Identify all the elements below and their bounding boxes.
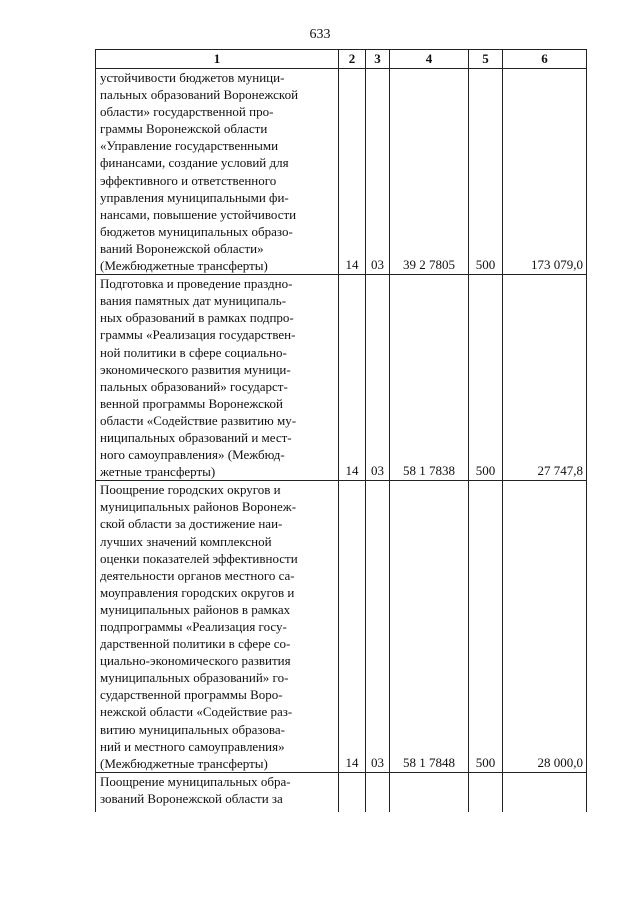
row-description (96, 481, 339, 773)
description-line: нансами, повышение устойчивости (100, 206, 297, 222)
expense-type-code (469, 772, 503, 812)
description-line: управления муниципальными фи- (100, 189, 289, 205)
row-description (96, 275, 339, 481)
description-line: ных образований в рамках подпро- (100, 310, 294, 326)
description-line: пальных образований Воронежской (100, 87, 299, 103)
subsection-code (366, 772, 390, 812)
description-line: муниципальных образований» го- (100, 670, 289, 686)
description-line: (Межбюджетные трансферты) (100, 755, 268, 771)
description-line: ниципальных образований и мест- (100, 429, 292, 445)
description-line: Подготовка и проведение праздно- (100, 276, 293, 292)
description-line: области «Содействие развитию му- (100, 412, 297, 428)
description-line: подпрограммы «Реализация госу- (100, 619, 287, 634)
amount-value (503, 772, 587, 812)
description-line: «Управление государственными (100, 138, 279, 154)
amount-value: 28 000,0 (503, 481, 587, 773)
description-line: устойчивости бюджетов муници- (100, 70, 285, 85)
target-article-code: 39 2 7805 (390, 69, 469, 275)
subsection-code: 03 (366, 481, 390, 773)
description-line: ваний Воронежской области» (100, 240, 264, 256)
description-line: деятельности органов местного са- (100, 567, 295, 583)
section-code (339, 772, 366, 812)
header-row (96, 50, 587, 69)
header-col-2: 2 (339, 50, 366, 69)
description-line: нежской области «Содействие раз- (100, 704, 293, 720)
description-line: экономического развития муници- (100, 361, 291, 377)
row-description (96, 69, 339, 275)
description-line: жетные трансферты) (100, 464, 216, 480)
table-row (96, 481, 587, 773)
header-col-6: 6 (503, 50, 587, 69)
target-article-code (390, 772, 469, 812)
section-code: 14 (339, 275, 366, 481)
table-row (96, 772, 587, 812)
amount-value: 173 079,0 (503, 69, 587, 275)
row-description (96, 772, 339, 812)
description-line: финансами, создание условий для (100, 155, 289, 171)
section-code: 14 (339, 481, 366, 773)
subsection-code: 03 (366, 275, 390, 481)
description-line: вания памятных дат муниципаль- (100, 293, 287, 309)
budget-table (95, 49, 587, 812)
expense-type-code: 500 (469, 481, 503, 773)
expense-type-code: 500 (469, 69, 503, 275)
description-line: Поощрение городских округов и (100, 482, 281, 498)
header-col-5: 5 (469, 50, 503, 69)
description-line: моуправления городских округов и (100, 584, 295, 600)
description-line: граммы Воронежской области (100, 121, 268, 137)
description-line: бюджетов муниципальных образо- (100, 223, 293, 239)
description-line: витию муниципальных образова- (100, 721, 285, 737)
description-line: эффективного и ответственного (100, 172, 277, 188)
description-line: ного самоуправления» (Межбюд- (100, 447, 285, 463)
description-line: зований Воронежской области за (100, 790, 283, 806)
description-line: сударственной программы Воро- (100, 687, 283, 703)
header-col-1: 1 (96, 50, 339, 69)
description-line: области» государственной про- (100, 104, 274, 120)
description-line: граммы «Реализация государствен- (100, 327, 296, 343)
header-col-3: 3 (366, 50, 390, 69)
description-line: оценки показателей эффективности (100, 550, 298, 566)
table-row (96, 69, 587, 275)
section-code: 14 (339, 69, 366, 275)
table-row (96, 275, 587, 481)
header-col-4: 4 (390, 50, 469, 69)
description-line: дарственной политики в сфере со- (100, 636, 291, 652)
subsection-code: 03 (366, 69, 390, 275)
page-number: 633 (309, 27, 331, 42)
description-line: муниципальных районов в рамках (100, 601, 291, 617)
description-line: лучших значений комплексной (100, 533, 272, 549)
amount-value: 27 747,8 (503, 275, 587, 481)
description-line: пальных образований» государст- (100, 378, 288, 394)
description-line: муниципальных районов Воронеж- (100, 499, 297, 515)
description-line: Поощрение муниципальных обра- (100, 773, 291, 789)
description-line: ний и местного самоуправления» (100, 738, 285, 754)
description-line: ной политики в сфере социально- (100, 344, 287, 360)
expense-type-code: 500 (469, 275, 503, 481)
description-line: (Межбюджетные трансферты) (100, 258, 268, 274)
description-line: ской области за достижение наи- (100, 516, 283, 532)
description-line: циально-экономического развития (100, 653, 291, 669)
target-article-code: 58 1 7838 (390, 275, 469, 481)
description-line: венной программы Воронежской (100, 395, 283, 411)
target-article-code: 58 1 7848 (390, 481, 469, 773)
